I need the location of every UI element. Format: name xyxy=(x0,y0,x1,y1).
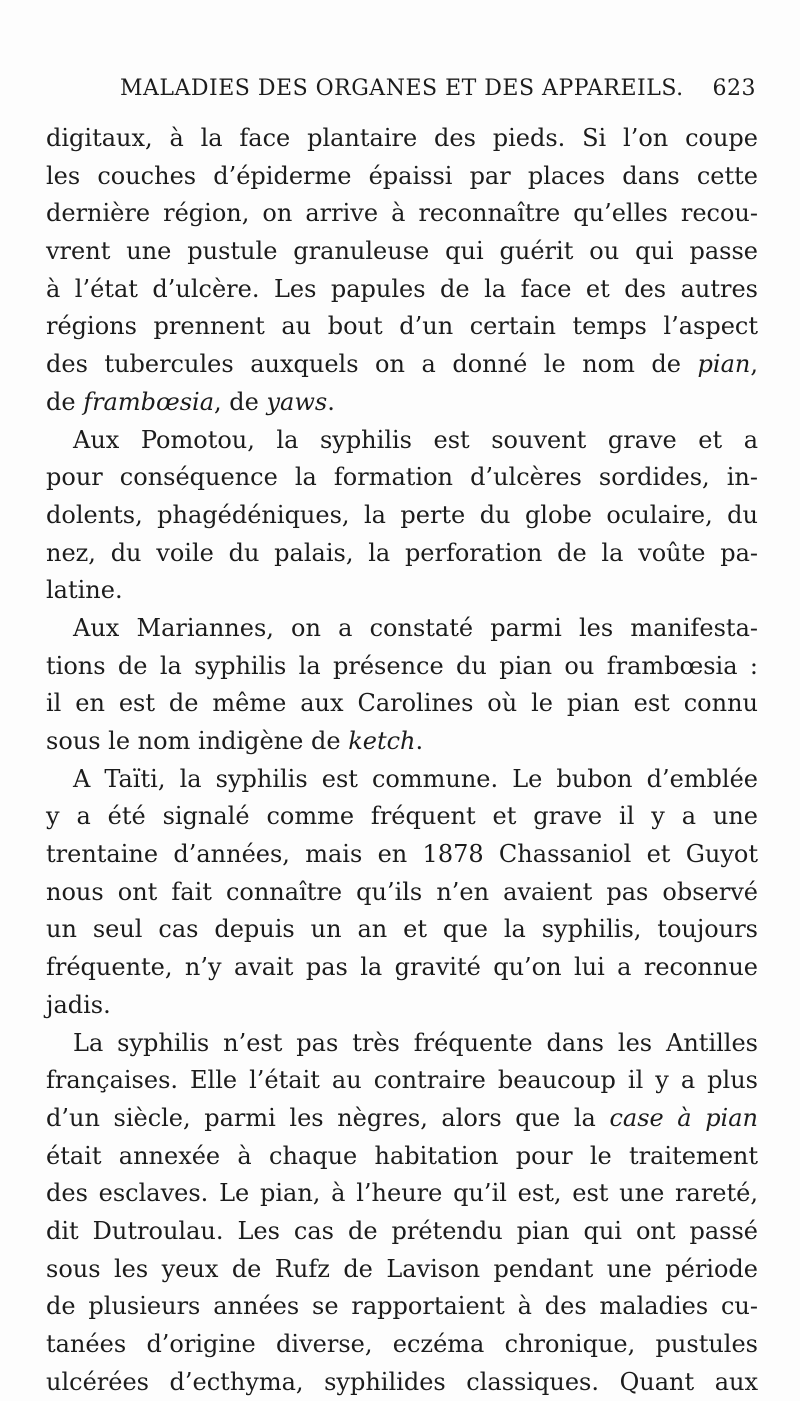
text-line xyxy=(46,271,758,309)
text-line xyxy=(46,1251,758,1289)
text-segment: sous le nom indigène de xyxy=(46,727,349,755)
text-segment: de xyxy=(46,387,84,416)
text-segment: des tubercules auxquels on a donné le nom de xyxy=(46,350,698,379)
text-line xyxy=(46,610,758,648)
text-line xyxy=(46,1213,758,1251)
page-number: 623 xyxy=(712,76,756,101)
text-line xyxy=(46,195,758,233)
text-segment: ulcérées d’ecthyma, syphilides classiques. Quant aux xyxy=(46,1367,758,1396)
text-line xyxy=(46,949,758,987)
text-line xyxy=(46,1138,758,1176)
text-segment: Aux Mariannes, on a constaté parmi les manifesta- xyxy=(73,613,758,642)
text-segment: tions de la syphilis la présence du pian ou frambœsia : xyxy=(46,651,758,680)
italic-term: frambœsia xyxy=(83,387,215,416)
text-line xyxy=(46,1175,758,1213)
body-text xyxy=(46,120,758,1401)
text-segment: était annexée à chaque habitation pour le traitement xyxy=(46,1141,758,1170)
text-line xyxy=(46,422,758,460)
text-line xyxy=(46,1288,758,1326)
text-segment: trentaine d’années, mais en 1878 Chassaniol et Guyot xyxy=(46,840,758,869)
text-segment: régions prennent au bout d’un certain temps l’aspect xyxy=(46,312,758,341)
text-segment: jadis. xyxy=(46,990,111,1019)
text-segment: , de xyxy=(214,387,267,416)
text-line xyxy=(46,535,758,573)
text-segment: latine. xyxy=(46,576,123,605)
italic-term: case à pian xyxy=(609,1103,759,1132)
text-segment: A Taïti, la syphilis est commune. Le bubon d’emblée xyxy=(73,764,758,793)
text-line xyxy=(46,761,758,799)
text-segment: dit Dutroulau. Les cas de prétendu pian qui ont passé xyxy=(46,1216,758,1245)
text-line xyxy=(46,1326,758,1364)
text-line xyxy=(46,1364,758,1401)
italic-term: ketch xyxy=(348,727,416,755)
text-segment: dolents, phagédéniques, la perte du globe oculaire, du xyxy=(46,500,758,529)
text-segment: un seul cas depuis un an et que la syphilis, toujours xyxy=(46,915,758,944)
text-line xyxy=(46,384,758,422)
running-head xyxy=(120,76,760,108)
text-line xyxy=(46,1025,758,1063)
italic-term: pian xyxy=(697,350,751,379)
text-segment: pour conséquence la formation d’ulcères sordides, in- xyxy=(46,463,758,492)
text-segment: tanées d’origine diverse, eczéma chronique, pustules xyxy=(46,1330,758,1358)
text-segment: La syphilis n’est pas très fréquente dans les Antilles xyxy=(73,1028,758,1057)
text-segment: . xyxy=(327,387,335,416)
text-line xyxy=(46,685,758,723)
text-line xyxy=(46,723,758,761)
text-segment: françaises. Elle l’était au contraire beaucoup il y a plus xyxy=(46,1066,758,1095)
text-segment: nous ont fait connaître qu’ils n’en avaient pas observé xyxy=(46,877,758,906)
text-line xyxy=(46,497,758,535)
text-line xyxy=(46,648,758,686)
text-segment: des esclaves. Le pian, à l’heure qu’il est, est une rareté, xyxy=(46,1179,758,1208)
text-segment: . xyxy=(415,727,424,755)
text-line xyxy=(46,1100,758,1138)
italic-term: yaws xyxy=(266,387,328,416)
text-segment: fréquente, n’y avait pas la gravité qu’on lui a reconnue xyxy=(46,953,758,982)
text-segment: digitaux, à la face plantaire des pieds. Si l’on coupe xyxy=(46,124,758,152)
running-title: MALADIES DES ORGANES ET DES APPAREILS. xyxy=(120,76,684,101)
text-segment: de plusieurs années se rapportaient à des maladies cu- xyxy=(46,1292,758,1321)
text-line xyxy=(46,308,758,346)
text-segment: à l’état d’ulcère. Les papules de la face et des autres xyxy=(46,274,758,303)
text-line xyxy=(46,798,758,836)
text-line xyxy=(46,120,758,158)
text-segment: y a été signalé comme fréquent et grave il y a une xyxy=(46,802,758,831)
text-segment: sous les yeux de Rufz de Lavison pendant une période xyxy=(46,1254,758,1283)
text-line xyxy=(46,987,758,1025)
text-segment: dernière région, on arrive à reconnaître qu’elles recou- xyxy=(46,199,758,228)
text-segment: , xyxy=(750,350,758,379)
text-line xyxy=(46,836,758,874)
text-segment: vrent une pustule granuleuse qui guérit ou qui passe xyxy=(46,237,758,266)
text-line xyxy=(46,233,758,271)
text-segment: il en est de même aux Carolines où le pian est connu xyxy=(46,689,758,718)
text-line xyxy=(46,911,758,949)
text-segment: nez, du voile du palais, la perforation de la voûte pa- xyxy=(46,538,758,567)
text-segment: Aux Pomotou, la syphilis est souvent grave et a xyxy=(73,425,758,454)
text-line xyxy=(46,346,758,384)
text-line xyxy=(46,158,758,196)
text-line xyxy=(46,1062,758,1100)
text-segment: d’un siècle, parmi les nègres, alors que la xyxy=(46,1103,610,1132)
text-line xyxy=(46,874,758,912)
text-line xyxy=(46,572,758,610)
text-segment: les couches d’épiderme épaissi par places dans cette xyxy=(46,161,758,190)
text-line xyxy=(46,459,758,497)
